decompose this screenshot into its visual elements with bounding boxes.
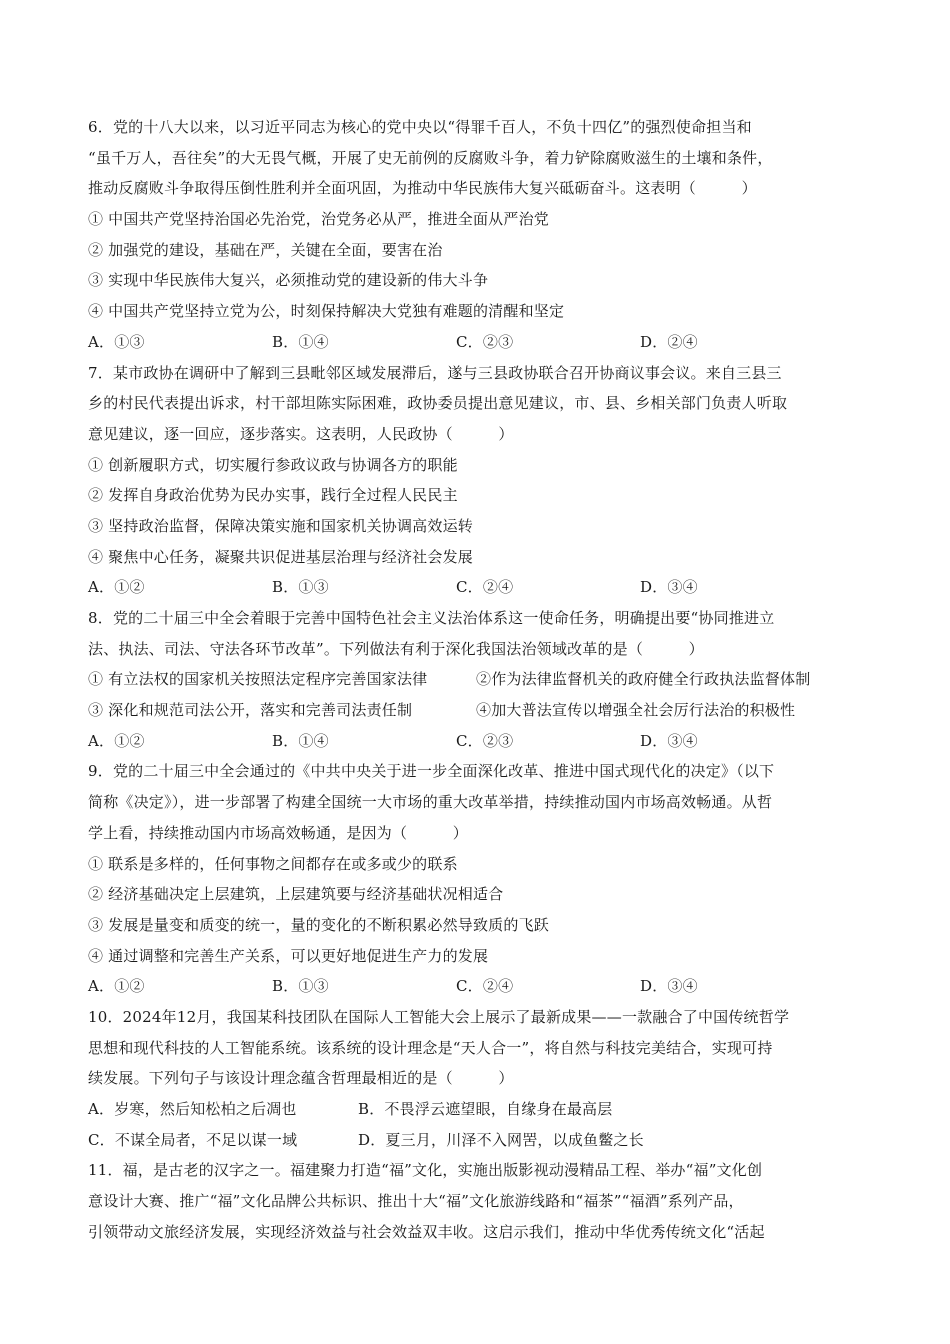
question-stem-line: 10．2024年12月，我国某科技团队在国际人工智能大会上展示了最新成果——一款融合了中国传统哲学 (88, 1007, 790, 1026)
question-10 (88, 1002, 878, 1155)
answer-options (88, 971, 878, 1002)
option-d: D．③④ (640, 731, 698, 750)
option-c: C．②④ (456, 578, 514, 597)
answer-options (88, 1125, 878, 1156)
option-b: B．①③ (272, 578, 329, 597)
exam-page (88, 112, 878, 1247)
statement-item: ④ 中国共产党坚持立党为公，时刻保持解决大党独有难题的清醒和坚定 (88, 302, 565, 321)
statement-item: ① 有立法权的国家机关按照法定程序完善国家法律 (88, 670, 428, 689)
answer-options (88, 327, 878, 358)
statement-item-pair (88, 695, 878, 726)
question-stem-line: 9．党的二十届三中全会通过的《中共中央关于进一步全面深化改革、推进中国式现代化的决定》（以下 (88, 762, 775, 781)
statement-item: ④ 通过调整和完善生产关系，可以更好地促进生产力的发展 (88, 946, 489, 965)
question-stem-line: 11．福，是古老的汉字之一。福建聚力打造“福”文化，实施出版影视动漫精品工程、举办“福”文化创 (88, 1161, 763, 1180)
question-stem-line: 简称《决定》），进一步部署了构建全国统一大市场的重大改革举措，持续推动国内市场高效畅通。从哲 (88, 793, 773, 812)
option-c: C．②③ (456, 332, 514, 351)
statement-item: ① 创新履职方式，切实履行参政议政与协调各方的职能 (88, 455, 458, 474)
question-stem-line: 法、执法、司法、守法各环节改革”。下列做法有利于深化我国法治领域改革的是（ ） (88, 639, 704, 658)
statement-item: ② 经济基础决定上层建筑，上层建筑要与经济基础状况相适合 (88, 885, 504, 904)
statement-item: ③ 实现中华民族伟大复兴，必须推动党的建设新的伟大斗争 (88, 271, 489, 290)
option-b: B．①④ (272, 332, 329, 351)
option-a: A．①② (88, 578, 145, 597)
question-stem-line: 7．某市政协在调研中了解到三县毗邻区域发展滞后，遂与三县政协联合召开协商议事会议。来自三县三 (88, 363, 782, 382)
statement-item: ① 中国共产党坚持治国必先治党，治党务必从严，推进全面从严治党 (88, 210, 549, 229)
option-c: C．②③ (456, 731, 514, 750)
statement-item: ② 加强党的建设，基础在严，关键在全面，要害在治 (88, 240, 443, 259)
option-b: B．①④ (272, 731, 329, 750)
question-stem-line: 学上看，持续推动国内市场高效畅通，是因为（ ） (88, 823, 469, 842)
option-d: D．夏三月，川泽不入网罟，以成鱼鳖之长 (358, 1130, 644, 1149)
statement-item: ④ 聚焦中心任务，凝聚共识促进基层治理与经济社会发展 (88, 547, 473, 566)
question-11 (88, 1155, 878, 1247)
question-stem-line: 引领带动文旅经济发展，实现经济效益与社会效益双丰收。这启示我们，推动中华优秀传统文化“活起 (88, 1222, 765, 1241)
statement-item: ③ 深化和规范司法公开，落实和完善司法责任制 (88, 701, 413, 720)
option-d: D．②④ (640, 332, 698, 351)
option-d: D．③④ (640, 977, 698, 996)
question-stem-line: 续发展。下列句子与该设计理念蕴含哲理最相近的是（ ） (88, 1069, 514, 1088)
answer-options (88, 1094, 878, 1125)
question-6 (88, 112, 878, 358)
question-stem-line: 6．党的十八大以来，以习近平同志为核心的党中央以“得罪千百人，不负十四亿”的强烈使命担当和 (88, 118, 752, 136)
question-stem-line: 意见建议，逐一回应，逐步落实。这表明，人民政协（ ） (88, 424, 514, 443)
question-7 (88, 358, 878, 604)
statement-item: ③ 发展是量变和质变的统一，量的变化的不断积累必然导致质的飞跃 (88, 915, 549, 934)
question-9 (88, 756, 878, 1002)
statement-item: ④加大普法宣传以增强全社会厉行法治的积极性 (476, 701, 796, 720)
option-b: B．①③ (272, 977, 329, 996)
option-a: A．①② (88, 977, 145, 996)
option-d: D．③④ (640, 578, 698, 597)
statement-item: ② 发挥自身政治优势为民办实事，践行全过程人民民主 (88, 486, 458, 505)
question-8 (88, 603, 878, 756)
answer-options (88, 572, 878, 603)
option-a: A．岁寒，然后知松柏之后凋也 (88, 1100, 297, 1118)
question-stem-line: 意设计大赛、推广“福”文化品牌公共标识、推出十大“福”文化旅游线路和“福茶”“福酒”系列产品， (88, 1192, 744, 1211)
question-stem-line: 思想和现代科技的人工智能系统。该系统的设计理念是“天人合一”，将自然与科技完美结合，实现可持 (88, 1038, 773, 1057)
statement-item: ③ 坚持政治监督，保障决策实施和国家机关协调高效运转 (88, 516, 473, 535)
statement-item: ① 联系是多样的，任何事物之间都存在或多或少的联系 (88, 854, 458, 873)
statement-item-pair (88, 664, 878, 695)
statement-item: ②作为法律监督机关的政府健全行政执法监督体制 (476, 670, 811, 689)
question-stem-line: 乡的村民代表提出诉求，村干部坦陈实际困难，政协委员提出意见建议，市、县、乡相关部门负责人听取 (88, 394, 788, 413)
question-stem-line: 8．党的二十届三中全会着眼于完善中国特色社会主义法治体系这一使命任务，明确提出要“协同推进立 (88, 609, 775, 627)
answer-options (88, 726, 878, 757)
question-stem-line: 推动反腐败斗争取得压倒性胜利并全面巩固，为推动中华民族伟大复兴砥砺奋斗。这表明（ ） (88, 179, 757, 198)
question-stem-line: “虽千万人，吾往矣”的大无畏气概，开展了史无前例的反腐败斗争，着力铲除腐败滋生的土壤和条件， (88, 148, 773, 167)
option-b: B．不畏浮云遮望眼，自缘身在最高层 (358, 1100, 613, 1118)
option-a: A．①② (88, 731, 145, 750)
option-c: C．②④ (456, 977, 514, 996)
option-c: C．不谋全局者，不足以谋一域 (88, 1130, 298, 1149)
option-a: A．①③ (88, 332, 145, 351)
